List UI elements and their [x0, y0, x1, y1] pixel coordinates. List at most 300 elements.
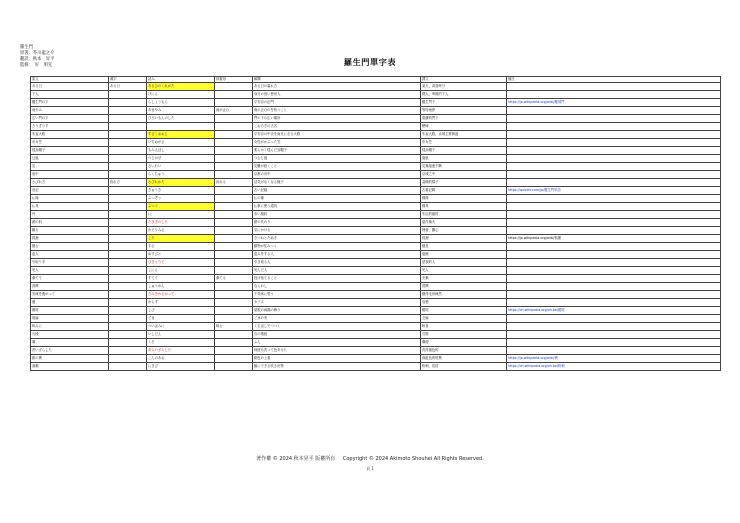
table-row — [31, 267, 721, 275]
table-cell: 何度も洗って色あせた — [253, 347, 421, 355]
table-cell — [215, 187, 253, 195]
table-cell: 粉刺，痘痘 — [421, 363, 507, 371]
table-cell — [507, 139, 721, 147]
table-cell — [215, 139, 253, 147]
table-cell: 盗みをする人 — [253, 251, 421, 259]
table-row — [31, 347, 721, 355]
table-row — [31, 195, 721, 203]
table-cell — [109, 259, 147, 267]
table-cell: 羅生門下 — [421, 99, 507, 107]
table-cell: ごまの実 — [253, 315, 421, 323]
table-row — [31, 331, 721, 339]
table-cell: 不気味に思う — [253, 291, 421, 299]
table-row — [31, 203, 721, 211]
table-cell — [215, 259, 253, 267]
table-cell: 當作柴火 — [421, 219, 507, 227]
table-cell: 鴟尾 — [421, 307, 507, 315]
table-cell — [109, 347, 147, 355]
table-cell — [507, 227, 721, 235]
table-cell: 深藍色的短襖 — [421, 355, 507, 363]
table-cell — [507, 83, 721, 91]
table-cell: 門の下の広い場所 — [253, 115, 421, 123]
table-cell — [109, 267, 147, 275]
table-cell[interactable]: https://zh.wikipedia.org/zh-tw/粉刺 — [507, 363, 721, 371]
table-cell: ある日 — [31, 83, 109, 91]
table-cell: きりぎりす — [31, 123, 109, 131]
table-cell — [109, 123, 147, 131]
table-cell: 習慣 — [31, 283, 109, 291]
table-cell: 蟋蟀 — [421, 123, 507, 131]
table-cell: 薪の代わり — [253, 219, 421, 227]
table-cell: 仏事に使う道具 — [253, 203, 421, 211]
table-cell: 洛中 — [31, 171, 109, 179]
table-cell: 平安京の中央を南北に走る大路 — [253, 131, 421, 139]
table-cell: 雨やみ — [31, 107, 109, 115]
table-cell — [215, 307, 253, 315]
table-cell: 市女笠 — [31, 139, 109, 147]
table-cell: ならわし — [253, 283, 421, 291]
table-cell — [507, 275, 721, 283]
table-cell — [507, 331, 721, 339]
table-cell: 顔にできる吹き出物 — [253, 363, 421, 371]
table-cell — [109, 203, 147, 211]
table-cell: 蕭條的樣子 — [421, 179, 507, 187]
table-cell — [109, 323, 147, 331]
table-cell: 死人 — [31, 267, 109, 275]
table-cell[interactable]: https://zh.wikipedia.org/zh-tw/鴟尾 — [507, 307, 721, 315]
table-cell: 辻風 — [31, 155, 109, 163]
table-row — [31, 323, 721, 331]
table-cell: 啄みに — [31, 323, 109, 331]
table-cell: 平安京の正門 — [253, 99, 421, 107]
table-cell — [215, 211, 253, 219]
table-row — [31, 259, 721, 267]
table-cell: もみえぼし — [147, 147, 215, 155]
column-header: 漢字 — [109, 77, 147, 83]
table-cell — [215, 251, 253, 259]
table-cell — [215, 235, 253, 243]
table-cell — [109, 227, 147, 235]
table-cell: 動物が住みつく — [253, 243, 421, 251]
table-cell — [215, 83, 253, 91]
table-cell — [109, 171, 147, 179]
table-row — [31, 171, 721, 179]
table-cell: 習慣 — [421, 283, 507, 291]
table-cell — [109, 219, 147, 227]
table-cell — [109, 363, 147, 371]
vocabulary-table — [30, 76, 721, 371]
table-cell: いちめがさ — [147, 139, 215, 147]
table-row — [31, 283, 721, 291]
table-cell — [507, 251, 721, 259]
table-cell: 狐狸 — [421, 235, 507, 243]
table-cell: ある日 — [109, 83, 147, 91]
table-cell — [215, 339, 253, 347]
table-cell: つじかぜ — [147, 155, 215, 163]
table-cell: 引き取る人 — [253, 259, 421, 267]
table-cell — [109, 147, 147, 155]
table-cell: 京城之中 — [421, 171, 507, 179]
copyright-footer — [0, 455, 740, 462]
table-cell: さびれかた — [147, 179, 215, 187]
table-cell — [507, 123, 721, 131]
table-row — [31, 363, 721, 371]
table-cell — [215, 299, 253, 307]
table-cell — [215, 243, 253, 251]
table-cell: 僕人，卑微的下人 — [421, 91, 507, 99]
table-cell: げにん — [147, 91, 215, 99]
table-row — [31, 187, 721, 195]
meta-line: 原著：芥川龍之介 — [20, 51, 55, 56]
table-row — [31, 99, 721, 107]
table-cell: 雨の止むのを待つこと — [253, 107, 421, 115]
table-cell — [215, 267, 253, 275]
table-cell: 盜賊 — [421, 251, 507, 259]
table-cell: 揉烏帽子 — [421, 147, 507, 155]
table-cell — [109, 155, 147, 163]
table-cell: かえりみる — [147, 227, 215, 235]
table-row — [31, 179, 721, 187]
table-cell: 揉烏帽子 — [31, 147, 109, 155]
table-cell: くちばしでつつく — [253, 323, 421, 331]
table-cell: たきぎのしろ — [147, 219, 215, 227]
table-cell — [109, 339, 147, 347]
table-row — [31, 275, 721, 283]
table-cell — [215, 315, 253, 323]
table-row — [31, 307, 721, 315]
table-cell — [109, 251, 147, 259]
table-cell: 洗いざらした — [31, 347, 109, 355]
table-cell: 啄食 — [421, 323, 507, 331]
table-cell — [507, 163, 721, 171]
table-cell: あまやみ — [147, 107, 215, 115]
table-cell: すざくおおじ — [147, 131, 215, 139]
table-cell — [109, 275, 147, 283]
table-cell — [215, 363, 253, 371]
table-cell: 鴟尾 — [31, 307, 109, 315]
table-row — [31, 315, 721, 323]
table-cell — [215, 195, 253, 203]
table-cell: 柔らかく揉んだ烏帽子 — [253, 147, 421, 155]
table-cell: に — [147, 211, 215, 219]
table-row — [31, 91, 721, 99]
table-cell — [215, 99, 253, 107]
table-cell — [109, 131, 147, 139]
table-cell — [507, 147, 721, 155]
table-cell: 朱雀大路 — [31, 131, 109, 139]
table-row — [31, 235, 721, 243]
table-cell: 薪の料 — [31, 219, 109, 227]
table-cell: 市女笠 — [421, 139, 507, 147]
table-cell: 身分の低い使用人 — [253, 91, 421, 99]
column-header: 原文 — [31, 77, 109, 83]
table-cell — [109, 355, 147, 363]
table-row — [31, 107, 721, 115]
table-cell: 胡麻 — [31, 315, 109, 323]
table-row — [31, 227, 721, 235]
table-row — [31, 339, 721, 347]
meta-line: 羅生門 — [20, 45, 33, 50]
table-cell — [147, 123, 215, 131]
table-cell: 烏鴉 — [421, 299, 507, 307]
table-cell — [215, 219, 253, 227]
column-header: 譯文 — [421, 77, 507, 83]
table-cell: 災禍接連不斷 — [421, 163, 507, 171]
table-cell — [109, 139, 147, 147]
table-row — [31, 243, 721, 251]
table-cell: ぬすびと — [147, 251, 215, 259]
table-cell — [109, 299, 147, 307]
table-cell: 投げ捨てること — [253, 275, 421, 283]
table-row — [31, 147, 721, 155]
table-cell: しにん — [147, 267, 215, 275]
table-cell: 糞便 — [421, 339, 507, 347]
table-cell — [215, 171, 253, 179]
table-cell — [507, 171, 721, 179]
table-cell: さびれ方 — [31, 179, 109, 187]
table-cell: こんのあお — [147, 355, 215, 363]
table-cell — [507, 211, 721, 219]
page-number: 頁 1 — [366, 466, 374, 471]
table-cell[interactable]: https://ja.wikipedia.org/wiki/襖 — [507, 355, 721, 363]
table-cell: 盗人 — [31, 251, 109, 259]
table-cell: すむ — [147, 243, 215, 251]
table-cell: 狐狸 — [31, 235, 109, 243]
table-cell — [109, 307, 147, 315]
table-cell: しゅうかん — [147, 283, 215, 291]
table-cell: 屋根の両端の飾り — [253, 307, 421, 315]
table-cell — [507, 107, 721, 115]
table-cell — [109, 315, 147, 323]
document-title: 羅生門單字表 — [343, 57, 397, 67]
table-row — [31, 163, 721, 171]
table-cell — [109, 291, 147, 299]
table-cell — [109, 211, 147, 219]
table-cell — [215, 283, 253, 291]
table-cell: 理會，關心 — [421, 227, 507, 235]
table-cell: 古い記録 — [253, 187, 421, 195]
table-cell — [507, 179, 721, 187]
table-cell: 朱紅的顔料 — [421, 211, 507, 219]
table-cell — [109, 163, 147, 171]
table-cell: こおろぎの古名 — [253, 123, 421, 131]
table-cell — [507, 291, 721, 299]
table-cell: 朱雀大路，京城主要街道 — [421, 131, 507, 139]
table-row — [31, 211, 721, 219]
table-cell: カラス — [253, 299, 421, 307]
table-cell — [109, 195, 147, 203]
table-cell: 災難が続くこと — [253, 163, 421, 171]
table-cell — [507, 259, 721, 267]
table-cell — [507, 203, 721, 211]
table-cell: 寂れる — [215, 179, 253, 187]
table-cell: 京都の市中 — [253, 171, 421, 179]
table-cell: ついばみに — [147, 323, 215, 331]
table-row — [31, 219, 721, 227]
column-header: 辞書形 — [215, 77, 253, 83]
table-row — [31, 355, 721, 363]
table-cell[interactable]: https://quizlet.com/jp/羅生門単語 — [507, 187, 721, 195]
table-cell: 紺の襖 — [31, 355, 109, 363]
table-cell — [109, 187, 147, 195]
table-cell: 下人 — [31, 91, 109, 99]
table-row — [31, 139, 721, 147]
table-cell — [507, 219, 721, 227]
copyright-en: Copyright © 2024 Akimoto Shouhei All Rights Reserved. — [342, 456, 484, 462]
table-cell: らしょうもん — [147, 99, 215, 107]
table-cell: 芝麻 — [421, 315, 507, 323]
table-cell: すてて — [147, 275, 215, 283]
table-cell: ある日の暮れ方 — [253, 83, 421, 91]
table-body — [31, 83, 721, 371]
table-cell: 気にかける — [253, 227, 421, 235]
table-cell — [507, 243, 721, 251]
table-cell: あらいざらした — [147, 347, 215, 355]
table-cell — [109, 99, 147, 107]
table-row — [31, 299, 721, 307]
table-cell: 活気がなくなる様子 — [253, 179, 421, 187]
table-cell[interactable]: https://ja.wikipedia.org/wiki/羅城門 — [507, 99, 721, 107]
table-row — [31, 155, 721, 163]
table-cell: 引取り手 — [31, 259, 109, 267]
table-cell — [215, 291, 253, 299]
table-cell: 啄む — [215, 323, 253, 331]
table-cell — [507, 267, 721, 275]
table-cell: きみをわるがって — [147, 291, 215, 299]
column-header: 解釋 — [253, 77, 421, 83]
table-cell: 紺色の上着 — [253, 355, 421, 363]
table-cell: 石の階段 — [253, 331, 421, 339]
table-cell: らくちゅう — [147, 171, 215, 179]
table-cell: 棄てる — [215, 275, 253, 283]
table-cell: 佛像 — [421, 195, 507, 203]
table-cell: ごま — [147, 315, 215, 323]
column-header: 備註 — [507, 77, 721, 83]
table-cell — [109, 107, 147, 115]
table-cell: 死んだ人 — [253, 267, 421, 275]
table-cell — [507, 155, 721, 163]
table-cell — [507, 115, 721, 123]
table-cell — [215, 91, 253, 99]
table-cell — [507, 299, 721, 307]
table-cell: 災 — [31, 163, 109, 171]
table-cell: 鴉 — [31, 299, 109, 307]
table-cell: 仏の像 — [253, 195, 421, 203]
table-cell — [109, 331, 147, 339]
table-cell: 女性がかぶった笠 — [253, 139, 421, 147]
table-cell — [215, 123, 253, 131]
table-cell — [215, 203, 253, 211]
column-header: 読み — [147, 77, 215, 83]
table-cell — [507, 315, 721, 323]
copyright-jp: 著作權 © 2024 秋本昇平 版權所有 — [256, 456, 336, 462]
table-cell: 棲む — [31, 243, 109, 251]
table-cell: ぶつぐ — [147, 203, 215, 211]
table-cell — [109, 91, 147, 99]
table-cell: ぶつぞう — [147, 195, 215, 203]
table-cell: 羅生門の下 — [31, 99, 109, 107]
table-cell: 広い門の下 — [31, 115, 109, 123]
table-cell: 認領的人 — [421, 259, 507, 267]
table-cell: 丟棄 — [421, 275, 507, 283]
table-cell — [507, 339, 721, 347]
table-cell — [215, 147, 253, 155]
table-cell: 棄てて — [31, 275, 109, 283]
table-cell: https://ja.wikipedia.org/wiki/狐狸 — [507, 235, 721, 243]
table-cell — [507, 347, 721, 355]
table-cell — [109, 243, 147, 251]
table-cell: 佛具 — [421, 203, 507, 211]
table-row — [31, 83, 721, 91]
table-cell — [215, 115, 253, 123]
table-cell — [215, 163, 253, 171]
table-cell: 某天，黃昏時分 — [421, 83, 507, 91]
table-cell — [215, 131, 253, 139]
table-cell: 雨が止む — [215, 107, 253, 115]
table-cell: あるひのくれがた — [147, 83, 215, 91]
table-cell — [507, 195, 721, 203]
table-cell: 糞 — [31, 339, 109, 347]
table-cell — [507, 131, 721, 139]
table-row — [31, 123, 721, 131]
table-cell: つむじ風 — [253, 155, 421, 163]
table-cell: ひきとりて — [147, 259, 215, 267]
table-cell — [215, 155, 253, 163]
table-row — [31, 115, 721, 123]
table-cell — [215, 347, 253, 355]
table-cell: 棲息 — [421, 243, 507, 251]
table-cell: 赤い顔料 — [253, 211, 421, 219]
table-cell: 石階 — [421, 331, 507, 339]
table-cell — [507, 91, 721, 99]
table-cell: しび — [147, 307, 215, 315]
table-cell: 寬廣的門下 — [421, 115, 507, 123]
table-cell: 洗得褪色的 — [421, 347, 507, 355]
table-cell: ひろいもんのした — [147, 115, 215, 123]
table-cell — [215, 355, 253, 363]
table-cell: ふん — [253, 339, 421, 347]
table-cell: こり — [147, 235, 215, 243]
table-cell — [215, 227, 253, 235]
table-cell: 旧記 — [31, 187, 109, 195]
table-cell: 仏像 — [31, 195, 109, 203]
table-cell: 面皰 — [31, 363, 109, 371]
table-cell: さいわい — [147, 163, 215, 171]
table-cell: 仏具 — [31, 203, 109, 211]
table-cell: きゅうき — [147, 187, 215, 195]
table-cell: 覺得毛骨悚然 — [421, 291, 507, 299]
table-cell: 旋風 — [421, 155, 507, 163]
table-cell: 等待雨停 — [421, 107, 507, 115]
table-cell — [507, 323, 721, 331]
table-cell: からす — [147, 299, 215, 307]
meta-line: 監修： 好 明先 — [20, 63, 53, 68]
table-cell: 石段 — [31, 331, 109, 339]
table-cell: にきび — [147, 363, 215, 371]
table-cell: 古書記載 — [421, 187, 507, 195]
table-cell: いしだん — [147, 331, 215, 339]
table-cell: 死人 — [421, 267, 507, 275]
table-cell: 顧る — [31, 227, 109, 235]
table-cell: 寂れ方 — [109, 179, 147, 187]
table-cell — [109, 283, 147, 291]
table-row — [31, 251, 721, 259]
table-cell — [109, 235, 147, 243]
table-row — [31, 291, 721, 299]
table-cell — [215, 331, 253, 339]
table-cell — [109, 115, 147, 123]
table-row — [31, 131, 721, 139]
